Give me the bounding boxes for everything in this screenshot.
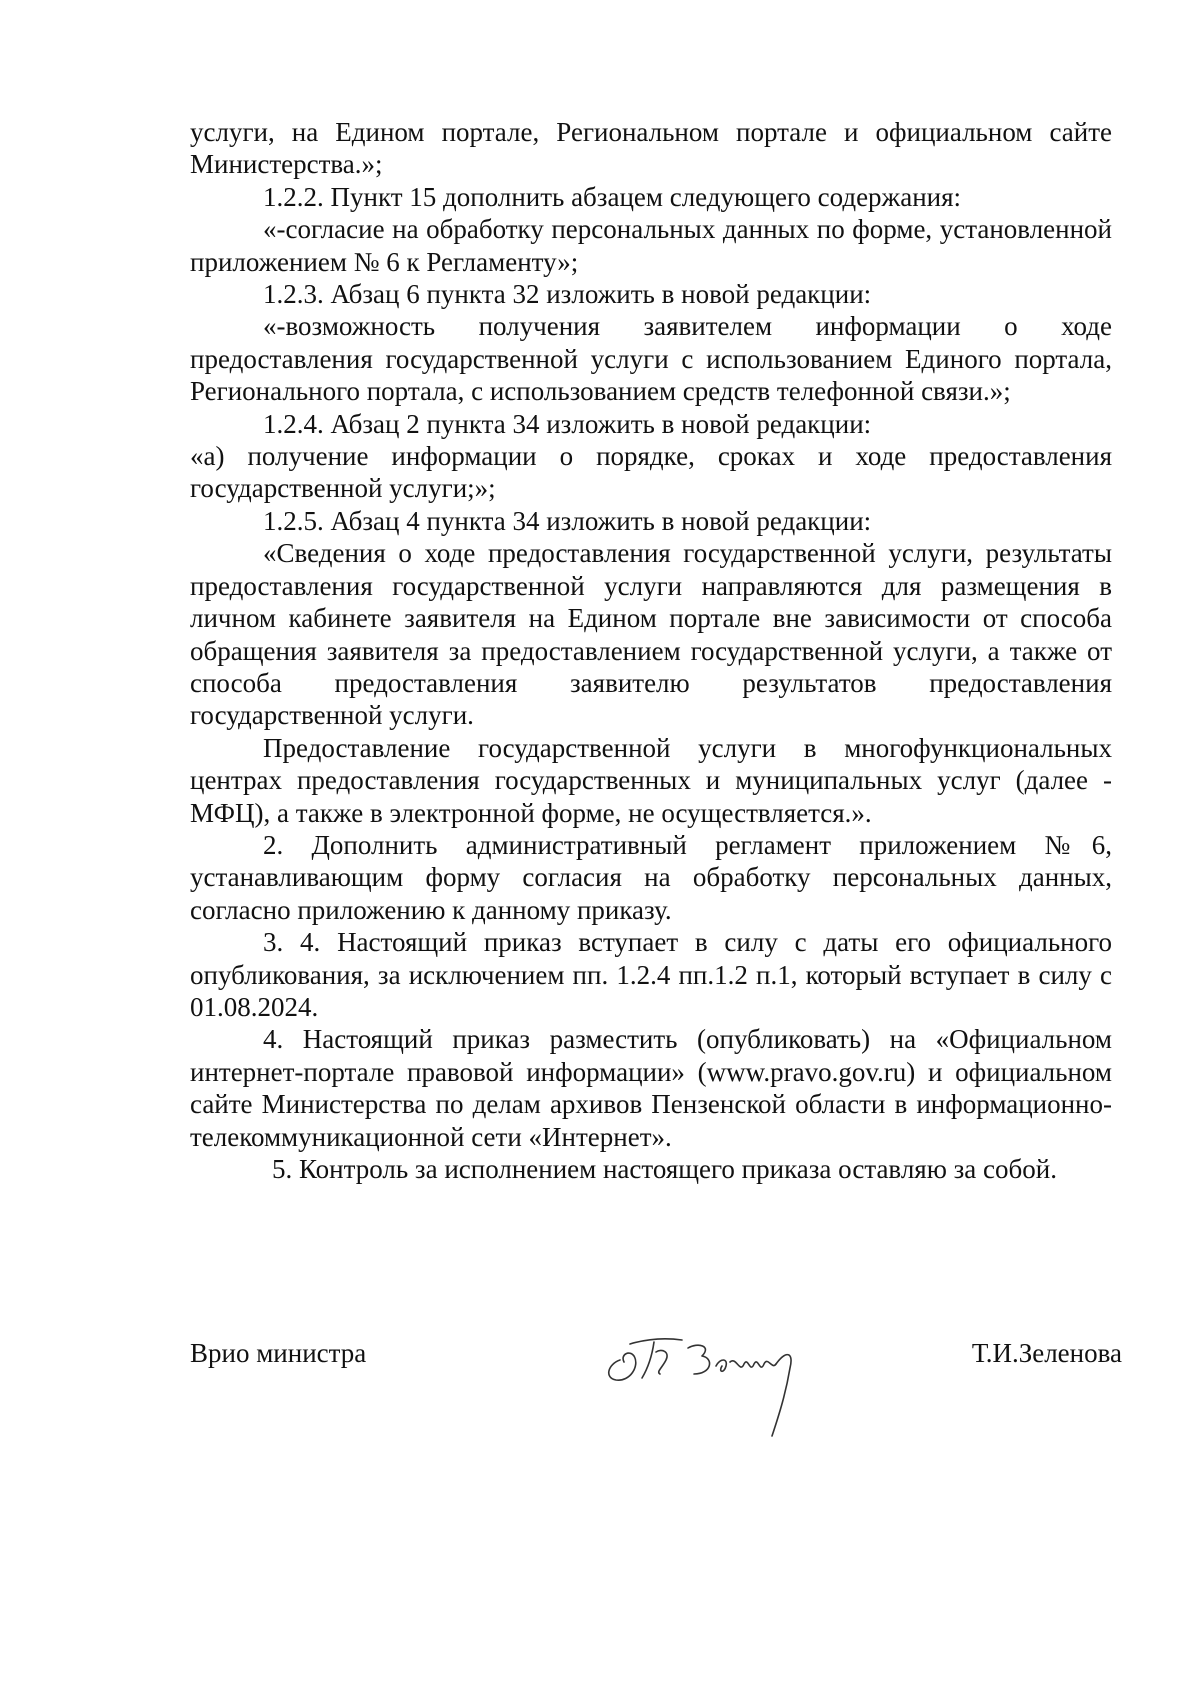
signatory-name: Т.И.Зеленова [971, 1338, 1122, 1368]
paragraph-1-2-3: 1.2.3. Абзац 6 пункта 32 изложить в новой редакции: [263, 279, 872, 310]
paragraph-1-2-5: 1.2.5. Абзац 4 пункта 34 изложить в новой редакции: [263, 505, 872, 536]
paragraph-1-2-4: 1.2.4. Абзац 2 пункта 34 изложить в новой редакции: [263, 408, 872, 439]
paragraph-possibility-quote: «-возможность получения заявителем информации о ходе предоставления государственной услуги с использованием Единого портала, Регионального портала, с использованием средств телефонной связи.»; [190, 311, 1112, 407]
signatory-title: Врио министра [190, 1338, 367, 1368]
paragraph-item-3-4: 3. 4. Настоящий приказ вступает в силу с даты его официального опубликования, за исключением пп. 1.2.4 пп.1.2 п.1, который вступает в силу с 01.08.2024. [190, 927, 1112, 1022]
paragraph-info-quote: «а) получение информации о порядке, сроках и ходе предоставления государственной услуги;»; [190, 441, 1112, 504]
paragraph-mfc: Предоставление государственной услуги в многофункциональных центрах предоставления государственных и муниципальных услуг (далее - МФЦ), а также в электронной форме, не осуществляется.». [190, 732, 1112, 828]
paragraph-item-4: 4. Настоящий приказ разместить (опубликовать) на «Официальном интернет-портале правовой информации» (www.pravo.gov.ru) и официальном сайте Министерства по делам архивов Пензенской области в информационно-телекоммуникационной сети «Интернет». [190, 1024, 1112, 1152]
paragraph-item-2: 2. Дополнить административный регламент приложением №6, устанавливающим форму согласия на обработку персональных данных, согласно приложению к данному приказу. [190, 829, 1112, 925]
paragraph-status-quote: «Сведения о ходе предоставления государственной услуги, результаты предоставления государственной услуги направляются для размещения в личном кабинете заявителя на Едином портале вне зависимости от способа обращения заявителя за предоставлением государственной услуги, а также от способа предоставления заявителю результатов предоставления государственной услуги. [190, 538, 1112, 731]
handwritten-signature [590, 1308, 820, 1458]
document-body [190, 116, 1112, 1185]
paragraph-consent-quote: «-согласие на обработку персональных данных по форме, установленной приложением № 6 к Регламенту»; [190, 214, 1112, 277]
paragraph-item-5: 5. Контроль за исполнением настоящего приказа оставляю за собой. [272, 1154, 1057, 1184]
signature-block [190, 1328, 1122, 1458]
paragraph-1-2-2: 1.2.2. Пункт 15 дополнить абзацем следующего содержания: [263, 181, 962, 212]
paragraph-continuation: услуги, на Едином портале, Региональном портале и официальном сайте Министерства.»; [190, 117, 1112, 180]
